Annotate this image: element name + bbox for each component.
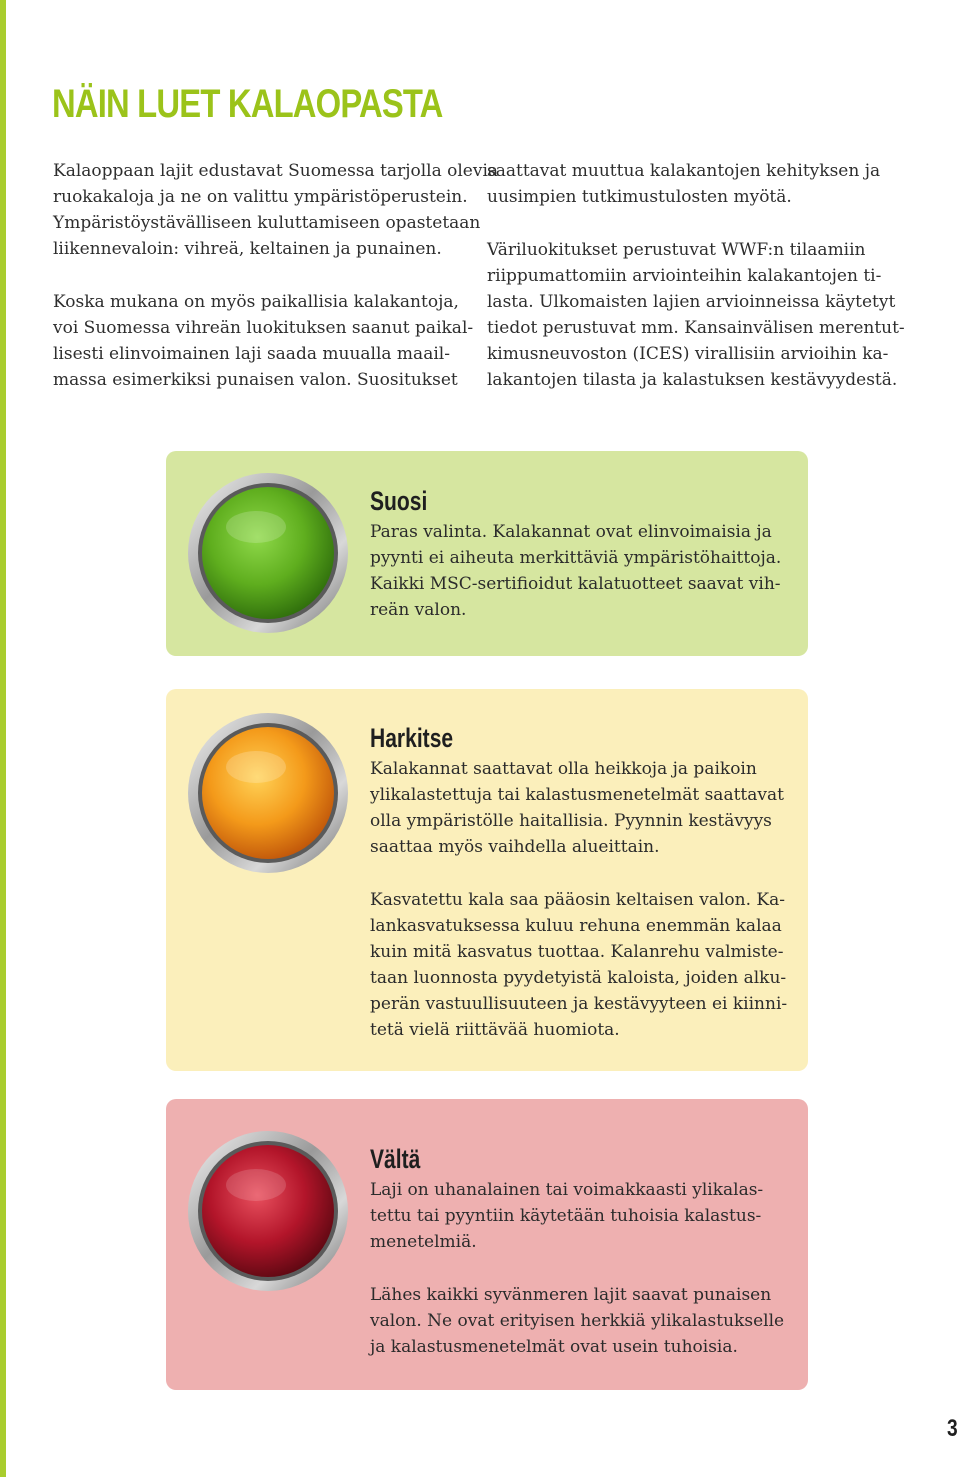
text-line: Paras valinta. Kalakannat ovat elinvoimaisia ja <box>370 522 772 542</box>
text-line: voi Suomessa vihreän luokituksen saanut paikal- <box>53 318 474 338</box>
text-line: saattaa myös vaihdella alueittain. <box>370 837 660 857</box>
text-line: ylikalastettuja tai kalastusmenetelmät saattavat <box>370 785 784 805</box>
text-line: lankasvatuksessa kuluu rehuna enemmän kalaa <box>370 916 782 936</box>
text-line: Kalaoppaan lajit edustavat Suomessa tarjolla olevia <box>53 161 499 181</box>
text-line: Kaikki MSC-sertifioidut kalatuotteet saavat vih- <box>370 574 781 594</box>
text-line: Kasvatettu kala saa pääosin keltaisen valon. Ka- <box>370 890 786 910</box>
text-line: tettu tai pyyntiin käytetään tuhoisia kalastus- <box>370 1206 762 1226</box>
red-traffic-light-icon <box>186 1129 350 1293</box>
harkitse-heading: Harkitse <box>370 723 454 753</box>
suosi-text <box>370 519 781 623</box>
text-line: lakantojen tilasta ja kalastuksen kestävyydestä. <box>487 370 898 390</box>
text-line: tetä vielä riittävää huomiota. <box>370 1020 620 1040</box>
page-number: 3 <box>947 1415 958 1442</box>
text-line: taan luonnosta pyydetyistä kaloista, joiden alku- <box>370 968 787 988</box>
text-line: Koska mukana on myös paikallisia kalakantoja, <box>53 292 459 312</box>
text-line: tiedot perustuvat mm. Kansainvälisen merentut- <box>487 318 905 338</box>
valta-text-1 <box>370 1177 763 1255</box>
text-line: ja kalastusmenetelmät ovat usein tuhoisia. <box>370 1337 738 1357</box>
text-line: Väriluokitukset perustuvat WWF:n tilaamiin <box>487 240 866 260</box>
text-line: kuin mitä kasvatus tuottaa. Kalanrehu valmiste- <box>370 942 784 962</box>
valta-text-2 <box>370 1282 784 1360</box>
intro-right-paragraph-1 <box>487 158 880 210</box>
text-line: perän vastuullisuuteen ja kestävyyteen ei kiinni- <box>370 994 788 1014</box>
page-title: NÄIN LUET KALAOPASTA <box>52 82 443 126</box>
text-line: Kalakannat saattavat olla heikkoja ja paikoin <box>370 759 757 779</box>
text-line: riippumattomiin arviointeihin kalakantojen ti- <box>487 266 882 286</box>
intro-left-paragraph-2 <box>53 289 473 393</box>
text-line: Ympäristöystävälliseen kuluttamiseen opastetaan <box>53 213 481 233</box>
text-line: Laji on uhanalainen tai voimakkaasti ylikalas- <box>370 1180 764 1200</box>
intro-left-paragraph-1 <box>53 158 498 262</box>
text-line: Lähes kaikki syvänmeren lajit saavat punaisen <box>370 1285 772 1305</box>
text-line: reän valon. <box>370 600 467 620</box>
text-line: menetelmiä. <box>370 1232 477 1252</box>
green-traffic-light-icon <box>186 471 350 635</box>
text-line: pyynti ei aiheuta merkittäviä ympäristöhaittoja. <box>370 548 782 568</box>
page-side-rule <box>0 0 6 1477</box>
harkitse-text-1 <box>370 756 784 860</box>
text-line: lisesti elinvoimainen laji saada muualla maail- <box>53 344 450 364</box>
text-line: liikennevaloin: vihreä, keltainen ja punainen. <box>53 239 442 259</box>
harkitse-text-2 <box>370 887 787 1043</box>
orange-traffic-light-icon <box>186 711 350 875</box>
text-line: uusimpien tutkimustulosten myötä. <box>487 187 792 207</box>
text-line: lasta. Ulkomaisten lajien arvioinneissa käytetyt <box>487 292 896 312</box>
suosi-heading: Suosi <box>370 486 428 516</box>
valta-heading: Vältä <box>370 1144 421 1174</box>
text-line: ruokakaloja ja ne on valittu ympäristöperustein. <box>53 187 468 207</box>
text-line: saattavat muuttua kalakantojen kehityksen ja <box>487 161 881 181</box>
text-line: valon. Ne ovat erityisen herkkiä ylikalastukselle <box>370 1311 785 1331</box>
text-line: olla ympäristölle haitallisia. Pyynnin kestävyys <box>370 811 772 831</box>
intro-right-paragraph-2 <box>487 237 905 393</box>
text-line: kimusneuvoston (ICES) virallisiin arvioihin ka- <box>487 344 889 364</box>
text-line: massa esimerkiksi punaisen valon. Suositukset <box>53 370 458 390</box>
